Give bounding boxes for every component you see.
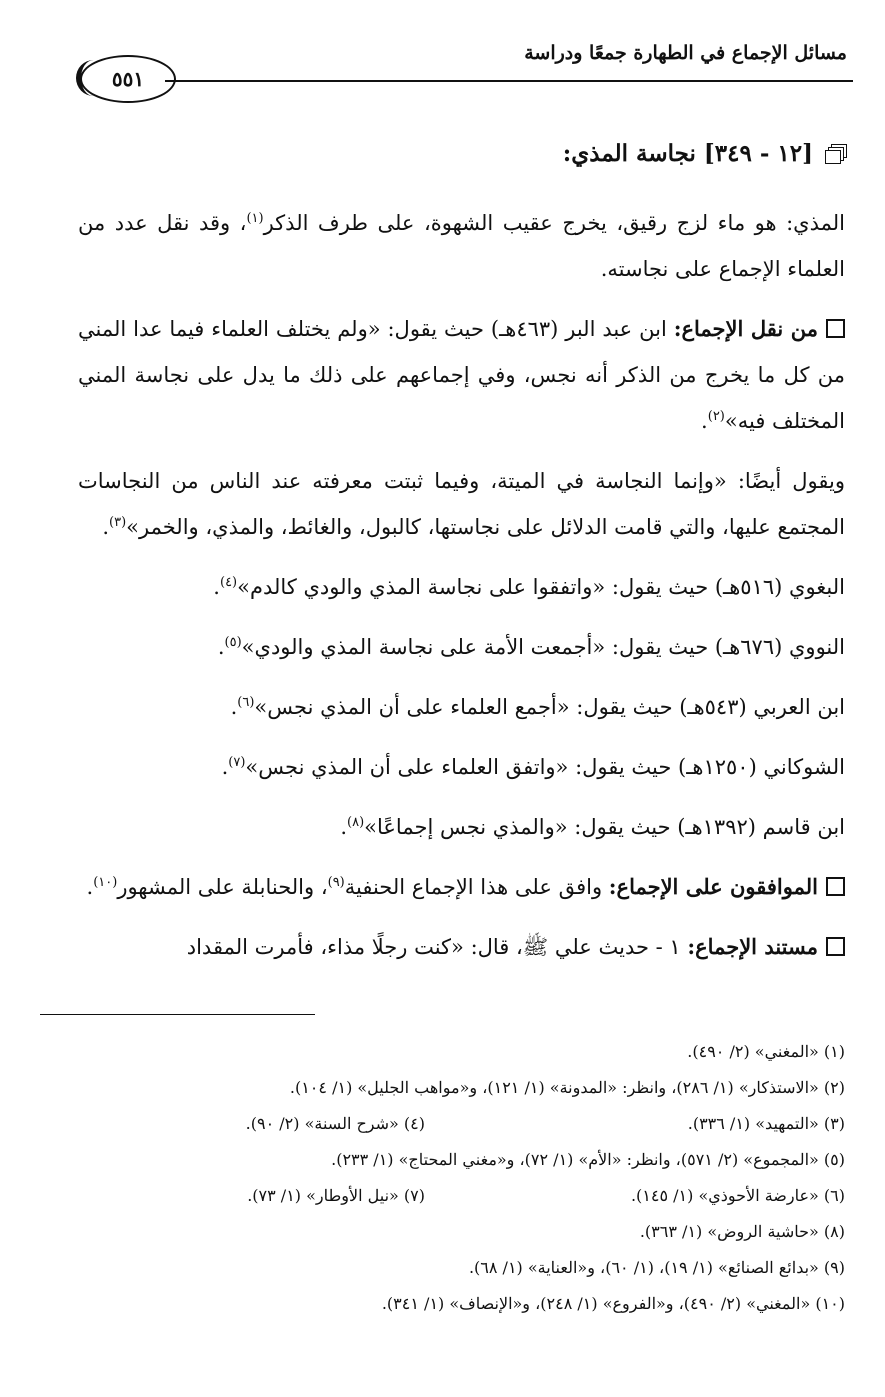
footnote-ref: (٥) xyxy=(224,635,242,650)
quote-text: ابن العربي (٥٤٣هـ) حيث يقول: «أجمع العلماء على أن المذي نجس» xyxy=(254,695,845,719)
header-rule xyxy=(165,80,853,82)
checkbox-icon xyxy=(826,937,845,956)
footnotes xyxy=(40,1034,845,1322)
footnote xyxy=(40,1250,845,1286)
footnote-ref: (٧) xyxy=(228,755,246,770)
quote-text: البغوي (٥١٦هـ) حيث يقول: «واتفقوا على نجاسة المذي والودي كالدم» xyxy=(237,575,845,599)
transmitters-label: من نقل الإجماع: xyxy=(673,316,819,341)
footnote-text: (٩) «بدائع الصنائع» (١/ ١٩)، (١/ ٦٠)، و«العناية» (١/ ٦٨). xyxy=(468,1258,845,1277)
quote-line: ابن العربي (٥٤٣هـ) حيث يقول: «أجمع العلماء على أن المذي نجس»$^{(٦)}$. xyxy=(230,695,845,719)
footnote-text: (١٠) «المغني» (٢/ ٤٩٠)، و«الفروع» (١/ ٢٤٨)، و«الإنصاف» (١/ ٣٤١). xyxy=(381,1294,845,1313)
footnote-ref: (٣) xyxy=(109,515,127,530)
definition-continuation: ، وقد نقل عدد من العلماء الإجماع على نجاسته. xyxy=(78,211,845,281)
documents-icon xyxy=(825,144,847,164)
footnote xyxy=(40,1214,845,1250)
section-heading: [١٢ - ٣٤٩] نجاسة المذي: xyxy=(562,140,813,167)
agreeing-text: وافق على هذا الإجماع الحنفية xyxy=(344,875,609,899)
definition-paragraph xyxy=(78,200,845,292)
section-title xyxy=(563,140,847,167)
quote-line: ابن قاسم (١٣٩٢هـ) حيث يقول: «والمذي نجس إجماعًا»$^{(٨)}$. xyxy=(340,815,845,839)
also-text: ويقول أيضًا: «وإنما النجاسة في الميتة، وفيما ثبتت معرفته عند الناس من النجاسات المجتمع عليها، والتي قامت الدلائل على نجاستها، كالبول، والغائط، والمذي، والخمر» xyxy=(78,469,845,539)
basis-paragraph xyxy=(78,924,845,970)
footnote-ref: (٢) xyxy=(707,409,725,424)
main-text xyxy=(78,200,845,970)
quote-text: ابن قاسم (١٣٩٢هـ) حيث يقول: «والمذي نجس إجماعًا» xyxy=(364,815,845,839)
footnote-text: (٣) «التمهيد» (١/ ٣٣٦). xyxy=(687,1114,845,1133)
definition-text: المذي: هو ماء لزج رقيق، يخرج عقيب الشهوة، على طرف الذكر xyxy=(263,211,845,235)
footnote-rule xyxy=(40,1014,315,1015)
footnote-ref: (١٠) xyxy=(93,875,118,890)
agreeing-paragraph: الموافقون على الإجماع: وافق على هذا الإجماع الحنفية$^{(٩)}$، والحنابلة على المشهور$^{(١٠)}$. xyxy=(78,864,845,910)
running-title: مسائل الإجماع في الطهارة جمعًا ودراسة xyxy=(524,42,847,64)
footnote-text: (٦) «عارضة الأحوذي» (١/ ١٤٥). xyxy=(630,1186,845,1205)
checkbox-icon xyxy=(826,319,845,338)
page-number: ٥٥١ xyxy=(80,55,176,103)
footnote-text: (٢) «الاستذكار» (١/ ٢٨٦)، وانظر: «المدونة» (١/ ١٢١)، و«مواهب الجليل» (١/ ١٠٤). xyxy=(289,1078,845,1097)
footnote xyxy=(40,1286,845,1322)
checkbox-icon xyxy=(826,877,845,896)
footnote-text: (١) «المغني» (٢/ ٤٩٠). xyxy=(687,1042,845,1061)
quote-line: الشوكاني (١٢٥٠هـ) حيث يقول: «واتفق العلماء على أن المذي نجس»$^{(٧)}$. xyxy=(221,755,845,779)
also-paragraph: ويقول أيضًا: «وإنما النجاسة في الميتة، وفيما ثبتت معرفته عند الناس من النجاسات المجتمع عليها، والتي قامت الدلائل على نجاستها، كالبول، والغائط، والمذي، والخمر»$^{(٣)}$. xyxy=(78,469,845,539)
footnote xyxy=(40,1178,845,1214)
footnote-text: (٤) «شرح السنة» (٢/ ٩٠). xyxy=(245,1114,425,1133)
footnote xyxy=(40,1034,845,1070)
quote-line: البغوي (٥١٦هـ) حيث يقول: «واتفقوا على نجاسة المذي والودي كالدم»$^{(٤)}$. xyxy=(213,575,845,599)
footnote-ref: (٤) xyxy=(219,575,238,590)
footnote-text: (٧) «نيل الأوطار» (١/ ٧٣). xyxy=(247,1186,425,1205)
footnote-text: (٨) «حاشية الروض» (١/ ٣٦٣). xyxy=(639,1222,845,1241)
agreeing-label: الموافقون على الإجماع: xyxy=(608,874,818,899)
quote-line: النووي (٦٧٦هـ) حيث يقول: «أجمعت الأمة على نجاسة المذي والودي»$^{(٥)}$. xyxy=(217,635,845,659)
footnote-ref: (٩) xyxy=(327,875,345,890)
transmitters-paragraph: من نقل الإجماع: ابن عبد البر (٤٦٣هـ) حيث يقول: «ولم يختلف العلماء فيما عدا المني من كل ما يخرج من الذكر أنه نجس، وفي إجماعهم على ذلك ما يدل على نجاسة المني المختلف فيه»$^{(٢)}$. xyxy=(78,316,845,433)
basis-text: ١ - حديث علي ﷺ، قال: «كنت رجلًا مذاء، فأمرت المقداد xyxy=(186,935,688,959)
footnote-text: (٥) «المجموع» (٢/ ٥٧١)، وانظر: «الأم» (١/ ٧٢)، و«مغني المحتاج» (١/ ٢٣٣). xyxy=(331,1150,845,1169)
footnote xyxy=(40,1142,845,1178)
footnote-ref: (١) xyxy=(246,211,264,226)
footnote xyxy=(40,1106,845,1142)
transmitters-text: ابن عبد البر (٤٦٣هـ) حيث يقول: «ولم يختلف العلماء فيما عدا المني من كل ما يخرج من الذكر أنه نجس، وفي إجماعهم على ذلك ما يدل على نجاسة المني المختلف فيه» xyxy=(78,317,845,433)
agreeing-text-cont: ، والحنابلة على المشهور xyxy=(117,875,328,899)
quote-text: الشوكاني (١٢٥٠هـ) حيث يقول: «واتفق العلماء على أن المذي نجس» xyxy=(245,755,845,779)
footnote-ref: (٦) xyxy=(237,695,255,710)
basis-label: مستند الإجماع: xyxy=(687,934,818,959)
footnote xyxy=(40,1070,845,1106)
quote-text: النووي (٦٧٦هـ) حيث يقول: «أجمعت الأمة على نجاسة المذي والودي» xyxy=(241,635,845,659)
footnote-ref: (٨) xyxy=(347,815,365,830)
